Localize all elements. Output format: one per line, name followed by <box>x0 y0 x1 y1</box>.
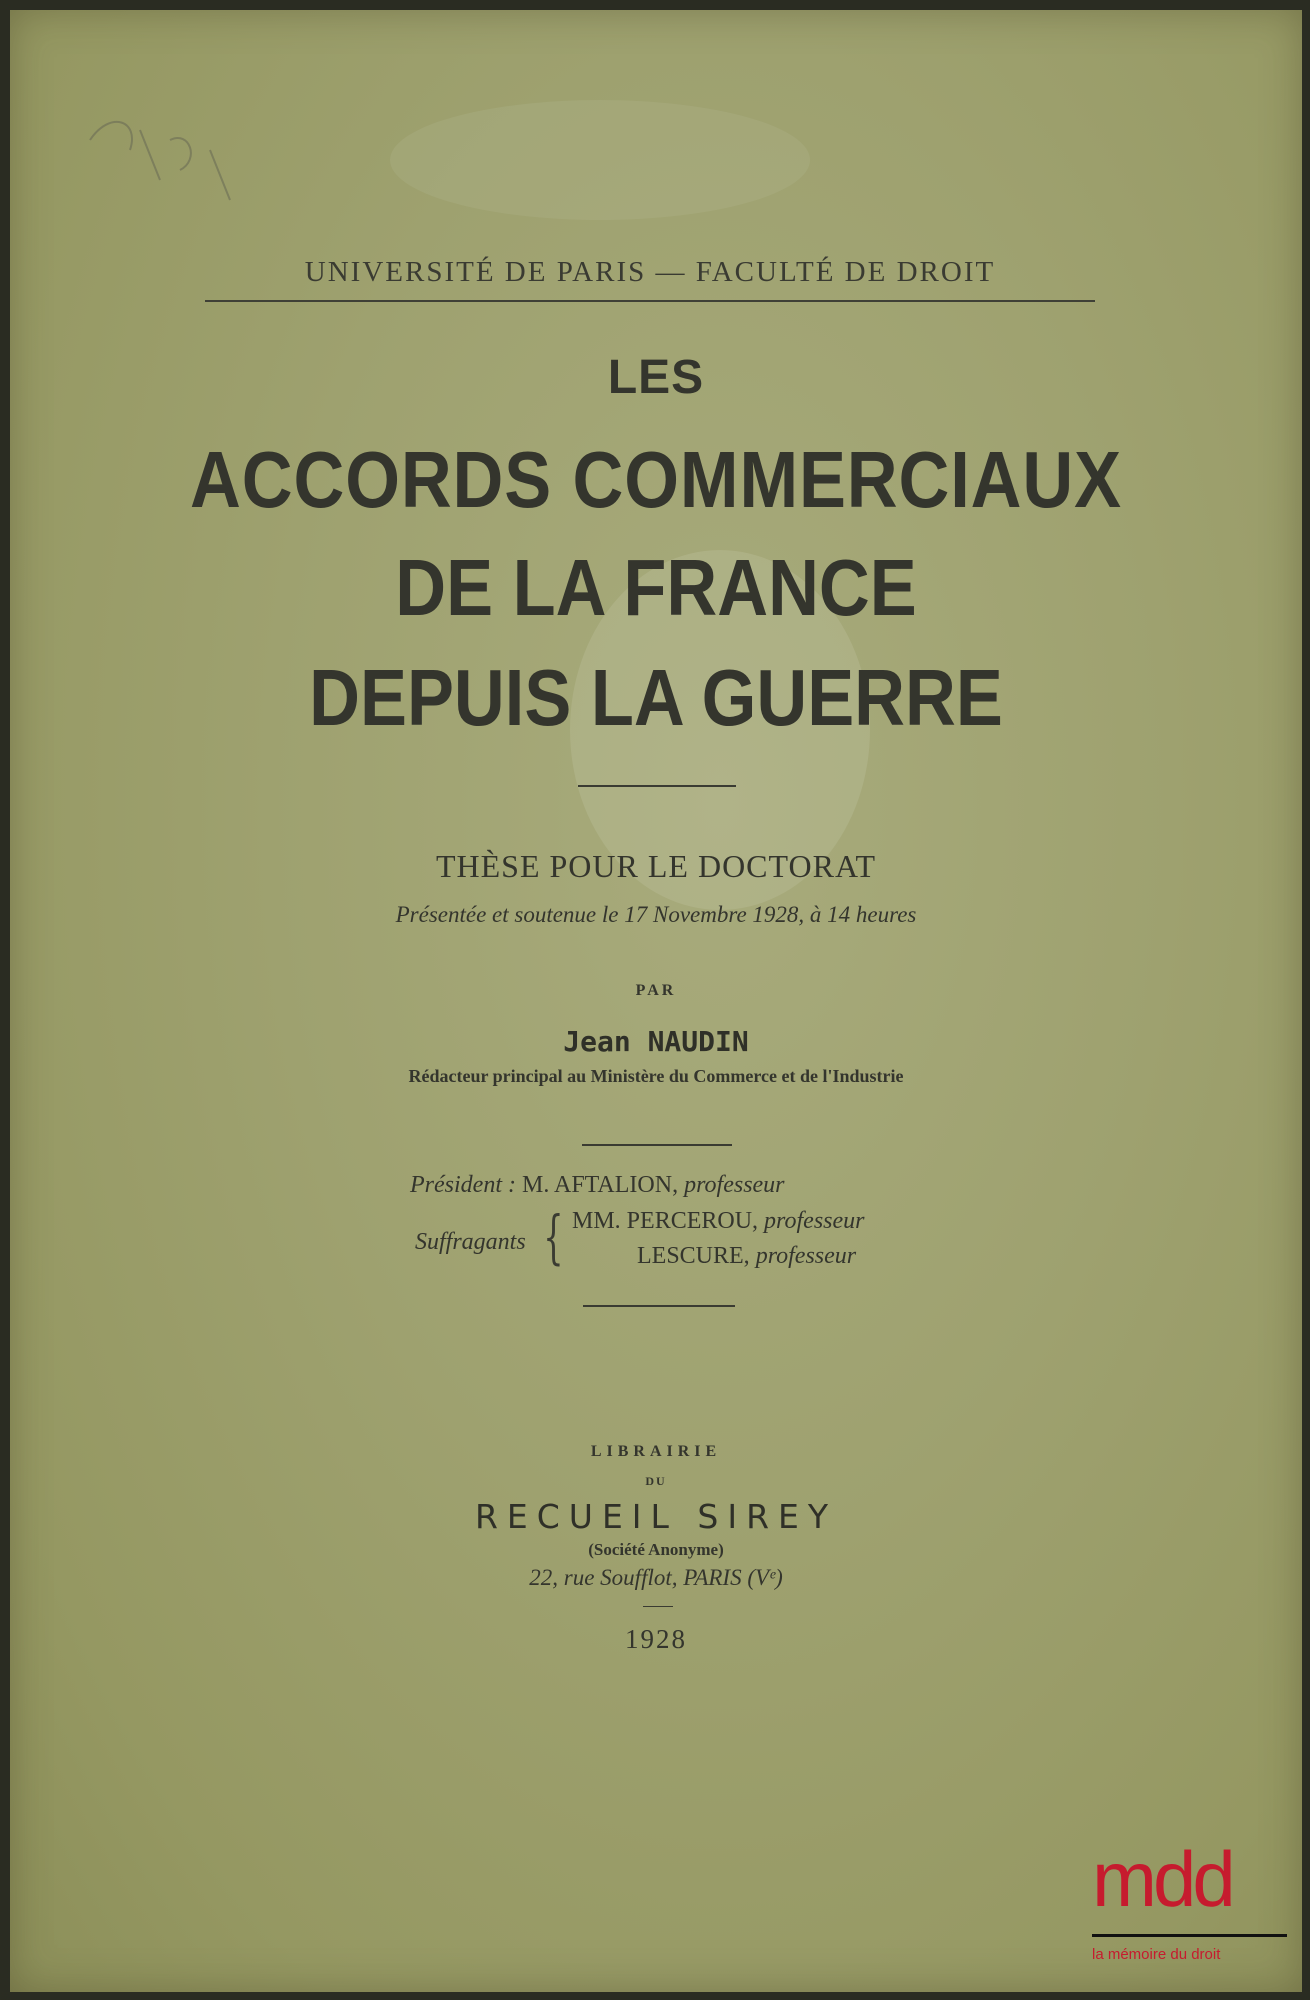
suffragant-2-title: professeur <box>755 1243 857 1269</box>
suffragant-1-name: MM. PERCEROU, <box>572 1208 759 1234</box>
title-line-les: LES <box>607 351 705 404</box>
book-cover <box>10 10 1302 1992</box>
president-label: Président : <box>410 1172 516 1198</box>
par-label: PAR <box>635 982 677 999</box>
president-title: professeur <box>684 1172 785 1198</box>
divider-rule <box>582 1144 732 1146</box>
suffragant-2 <box>637 1243 856 1270</box>
publisher-librairie: LIBRAIRIE <box>590 1443 722 1460</box>
mdd-watermark <box>1092 1835 1292 1963</box>
publisher-address: 22, rue Soufflot, PARIS (Vᵉ) <box>529 1565 783 1590</box>
title-line-3: DEPUIS LA GUERRE <box>309 653 1003 742</box>
publisher-du: DU <box>645 1474 667 1488</box>
president-name: M. AFTALION, <box>521 1172 679 1198</box>
mdd-bar <box>1092 1934 1287 1937</box>
divider-dash <box>643 1606 673 1607</box>
suffragant-1 <box>572 1208 865 1235</box>
title-line-1: ACCORDS COMMERCIAUX <box>190 435 1122 524</box>
jury-president <box>410 1172 785 1199</box>
paper-stain <box>390 100 810 220</box>
brace-glyph: { <box>543 1203 564 1271</box>
divider-rule <box>583 1305 735 1307</box>
publisher-name: RECUEIL SIREY <box>474 1497 838 1536</box>
suffragant-2-name: LESCURE, <box>637 1243 750 1269</box>
defense-date: Présentée et soutenue le 17 Novembre 1928, à 14 heures <box>395 902 917 927</box>
suffragants-label: Suffragants <box>415 1229 526 1255</box>
divider-rule <box>578 785 736 787</box>
mdd-tagline: la mémoire du droit <box>1092 1946 1221 1963</box>
thesis-type: THÈSE POUR LE DOCTORAT <box>435 848 877 884</box>
publication-year: 1928 <box>625 1624 687 1654</box>
pencil-marks-icon <box>70 90 270 230</box>
title-line-2: DE LA FRANCE <box>395 543 917 632</box>
publisher-company: (Société Anonyme) <box>588 1540 724 1559</box>
header-rule <box>205 300 1095 302</box>
mdd-logo-icon: mdd <box>1092 1835 1232 1923</box>
author-name: Jean NAUDIN <box>563 1025 749 1058</box>
university-header: UNIVERSITÉ DE PARIS — FACULTÉ DE DROIT <box>304 256 996 288</box>
suffragant-1-title: professeur <box>764 1208 865 1234</box>
author-role: Rédacteur principal au Ministère du Commerce et de l'Industrie <box>408 1066 904 1086</box>
